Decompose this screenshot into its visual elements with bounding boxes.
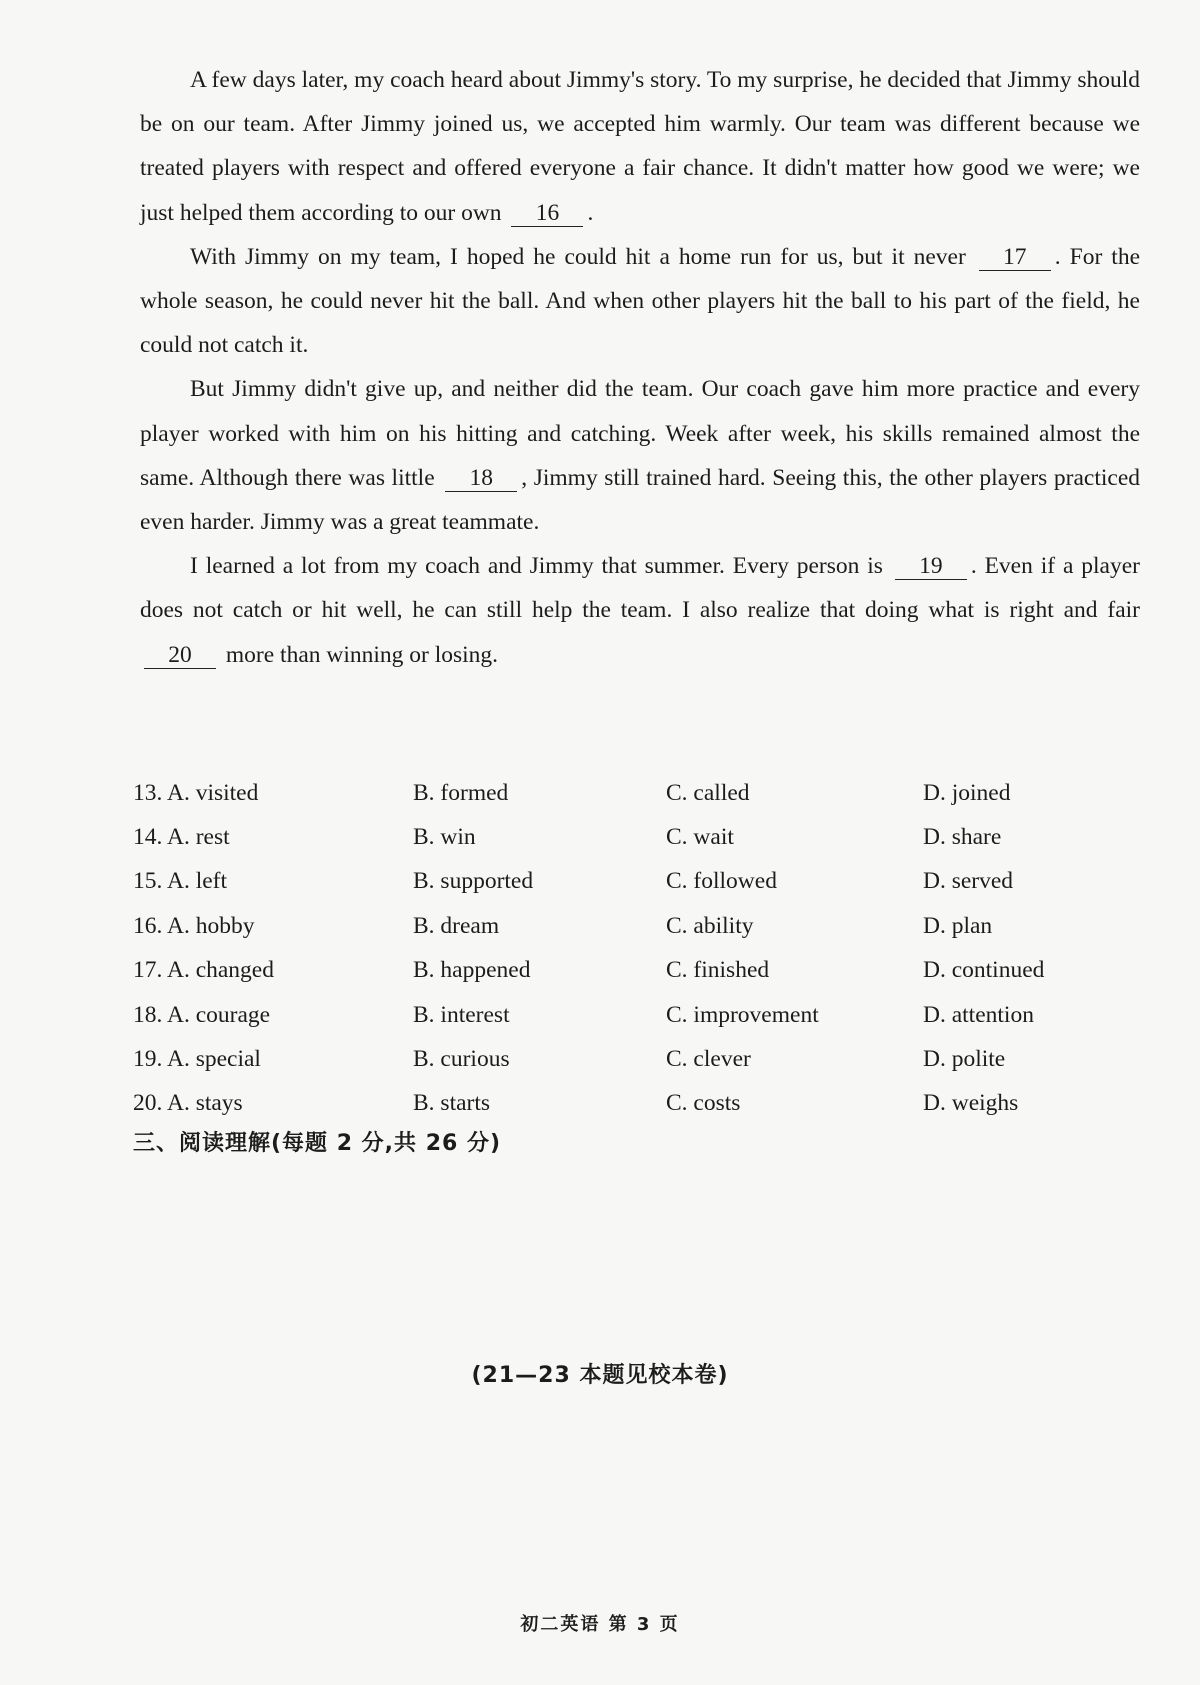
answer-blank[interactable]: 16 [511,200,583,227]
option-label: B. starts [413,1090,491,1117]
option-choice[interactable] [133,1046,413,1073]
option-label: A. left [166,868,228,895]
option-choice[interactable] [413,1002,666,1029]
option-choice[interactable] [923,1090,1133,1117]
question-row [133,993,1133,1037]
option-choice[interactable] [133,824,413,851]
passage-text: more than winning or losing. [220,641,499,668]
option-label: B. formed [413,779,509,806]
question-options [133,771,1133,1126]
passage-text: With Jimmy on my team, I hoped he could hit a home run for us, but it never [190,243,975,270]
option-choice[interactable] [923,824,1133,851]
passage-paragraph [140,367,1140,544]
option-choice[interactable] [923,868,1133,895]
option-label: A. changed [166,957,274,984]
answer-blank[interactable]: 20 [144,642,216,669]
option-label: C. followed [666,868,777,895]
option-choice[interactable] [666,868,923,895]
option-label: D. plan [923,912,993,939]
option-label: A. rest [166,824,230,851]
page-footer: 初二英语 第 3 页 [520,1614,680,1635]
option-choice[interactable] [666,1046,923,1073]
option-choice[interactable] [413,957,666,984]
option-choice[interactable] [133,913,413,940]
option-label: B. dream [413,912,500,939]
option-label: C. clever [666,1046,751,1073]
question-number: 19. [133,1046,163,1073]
school-note: (21—23 本题见校本卷) [471,1363,729,1388]
option-label: D. continued [923,957,1045,984]
option-label: C. finished [666,957,770,984]
option-choice[interactable] [923,957,1133,984]
option-label: A. hobby [166,912,255,939]
option-label: A. visited [166,779,259,806]
option-label: C. improvement [666,1001,819,1028]
option-choice[interactable] [666,1002,923,1029]
question-number: 17. [133,957,163,984]
option-choice[interactable] [133,868,413,895]
option-choice[interactable] [923,1046,1133,1073]
option-choice[interactable] [413,1090,666,1117]
option-label: A. stays [166,1090,243,1117]
question-row [133,815,1133,859]
option-choice[interactable] [923,780,1133,807]
option-choice[interactable] [666,780,923,807]
question-row [133,771,1133,815]
option-choice[interactable] [413,1046,666,1073]
passage-paragraph [140,58,1140,235]
question-row [133,904,1133,948]
option-label: A. special [166,1046,261,1073]
passage-text: . For the whole season, he could never hit the ball. And when other players hit the ball to his part of the field, he could not catch it. [140,243,1141,359]
option-label: C. costs [666,1090,741,1117]
passage-text: But Jimmy didn't give up, and neither did the team. Our coach gave him more practice and every player worked with him on his hitting and catching. Week after week, his skills remained almost the same. Although there was little [140,376,1140,491]
option-label: D. attention [923,1001,1034,1028]
option-choice[interactable] [413,780,666,807]
passage-text: I learned a lot from my coach and Jimmy that summer. Every person is [190,553,891,580]
option-choice[interactable] [133,780,413,807]
passage-text: . [587,199,594,226]
answer-blank[interactable]: 19 [895,553,967,580]
option-label: C. ability [666,912,754,939]
option-label: D. served [923,868,1014,895]
option-label: B. supported [413,868,534,895]
question-number: 13. [133,779,163,806]
passage-paragraph [140,544,1140,677]
answer-blank[interactable]: 17 [979,244,1051,271]
option-choice[interactable] [413,868,666,895]
option-choice[interactable] [133,1002,413,1029]
option-choice[interactable] [413,824,666,851]
option-label: A. courage [166,1001,271,1028]
option-choice[interactable] [666,824,923,851]
option-label: C. called [666,779,750,806]
option-choice[interactable] [666,957,923,984]
question-row [133,949,1133,993]
option-label: C. wait [666,824,734,851]
question-number: 14. [133,824,163,851]
option-choice[interactable] [923,1002,1133,1029]
option-label: B. win [413,824,476,851]
cloze-passage [140,58,1140,677]
option-label: D. joined [923,779,1011,806]
question-number: 15. [133,868,163,895]
question-number: 18. [133,1001,163,1028]
question-number: 20. [133,1090,163,1117]
passage-paragraph [140,235,1140,368]
option-choice[interactable] [666,913,923,940]
passage-text: , Jimmy still trained hard. Seeing this, the other players practiced even harder. Jimmy was a great teammate. [140,464,1141,536]
question-row [133,1082,1133,1126]
option-choice[interactable] [666,1090,923,1117]
option-label: B. interest [413,1001,510,1028]
option-choice[interactable] [133,957,413,984]
option-label: B. curious [413,1046,510,1073]
question-row [133,860,1133,904]
option-choice[interactable] [133,1090,413,1117]
answer-blank[interactable]: 18 [445,465,517,492]
question-number: 16. [133,912,163,939]
option-choice[interactable] [923,913,1133,940]
section-heading: 三、阅读理解(每题 2 分,共 26 分) [133,1131,502,1156]
option-label: D. polite [923,1046,1006,1073]
option-choice[interactable] [413,913,666,940]
option-label: D. share [923,824,1002,851]
question-row [133,1037,1133,1081]
passage-text: A few days later, my coach heard about Jimmy's story. To my surprise, he decided that Jimmy should be on our team. After Jimmy joined us, we accepted him warmly. Our team was different because we treated players with respect and offered everyone a fair chance. It didn't matter how good we were; we just helped them according to our own [140,67,1140,226]
passage-text: . Even if a player does not catch or hit well, he can still help the team. I also realize that doing what is right and fair [140,553,1140,624]
option-label: D. weighs [923,1090,1019,1117]
option-label: B. happened [413,957,531,984]
